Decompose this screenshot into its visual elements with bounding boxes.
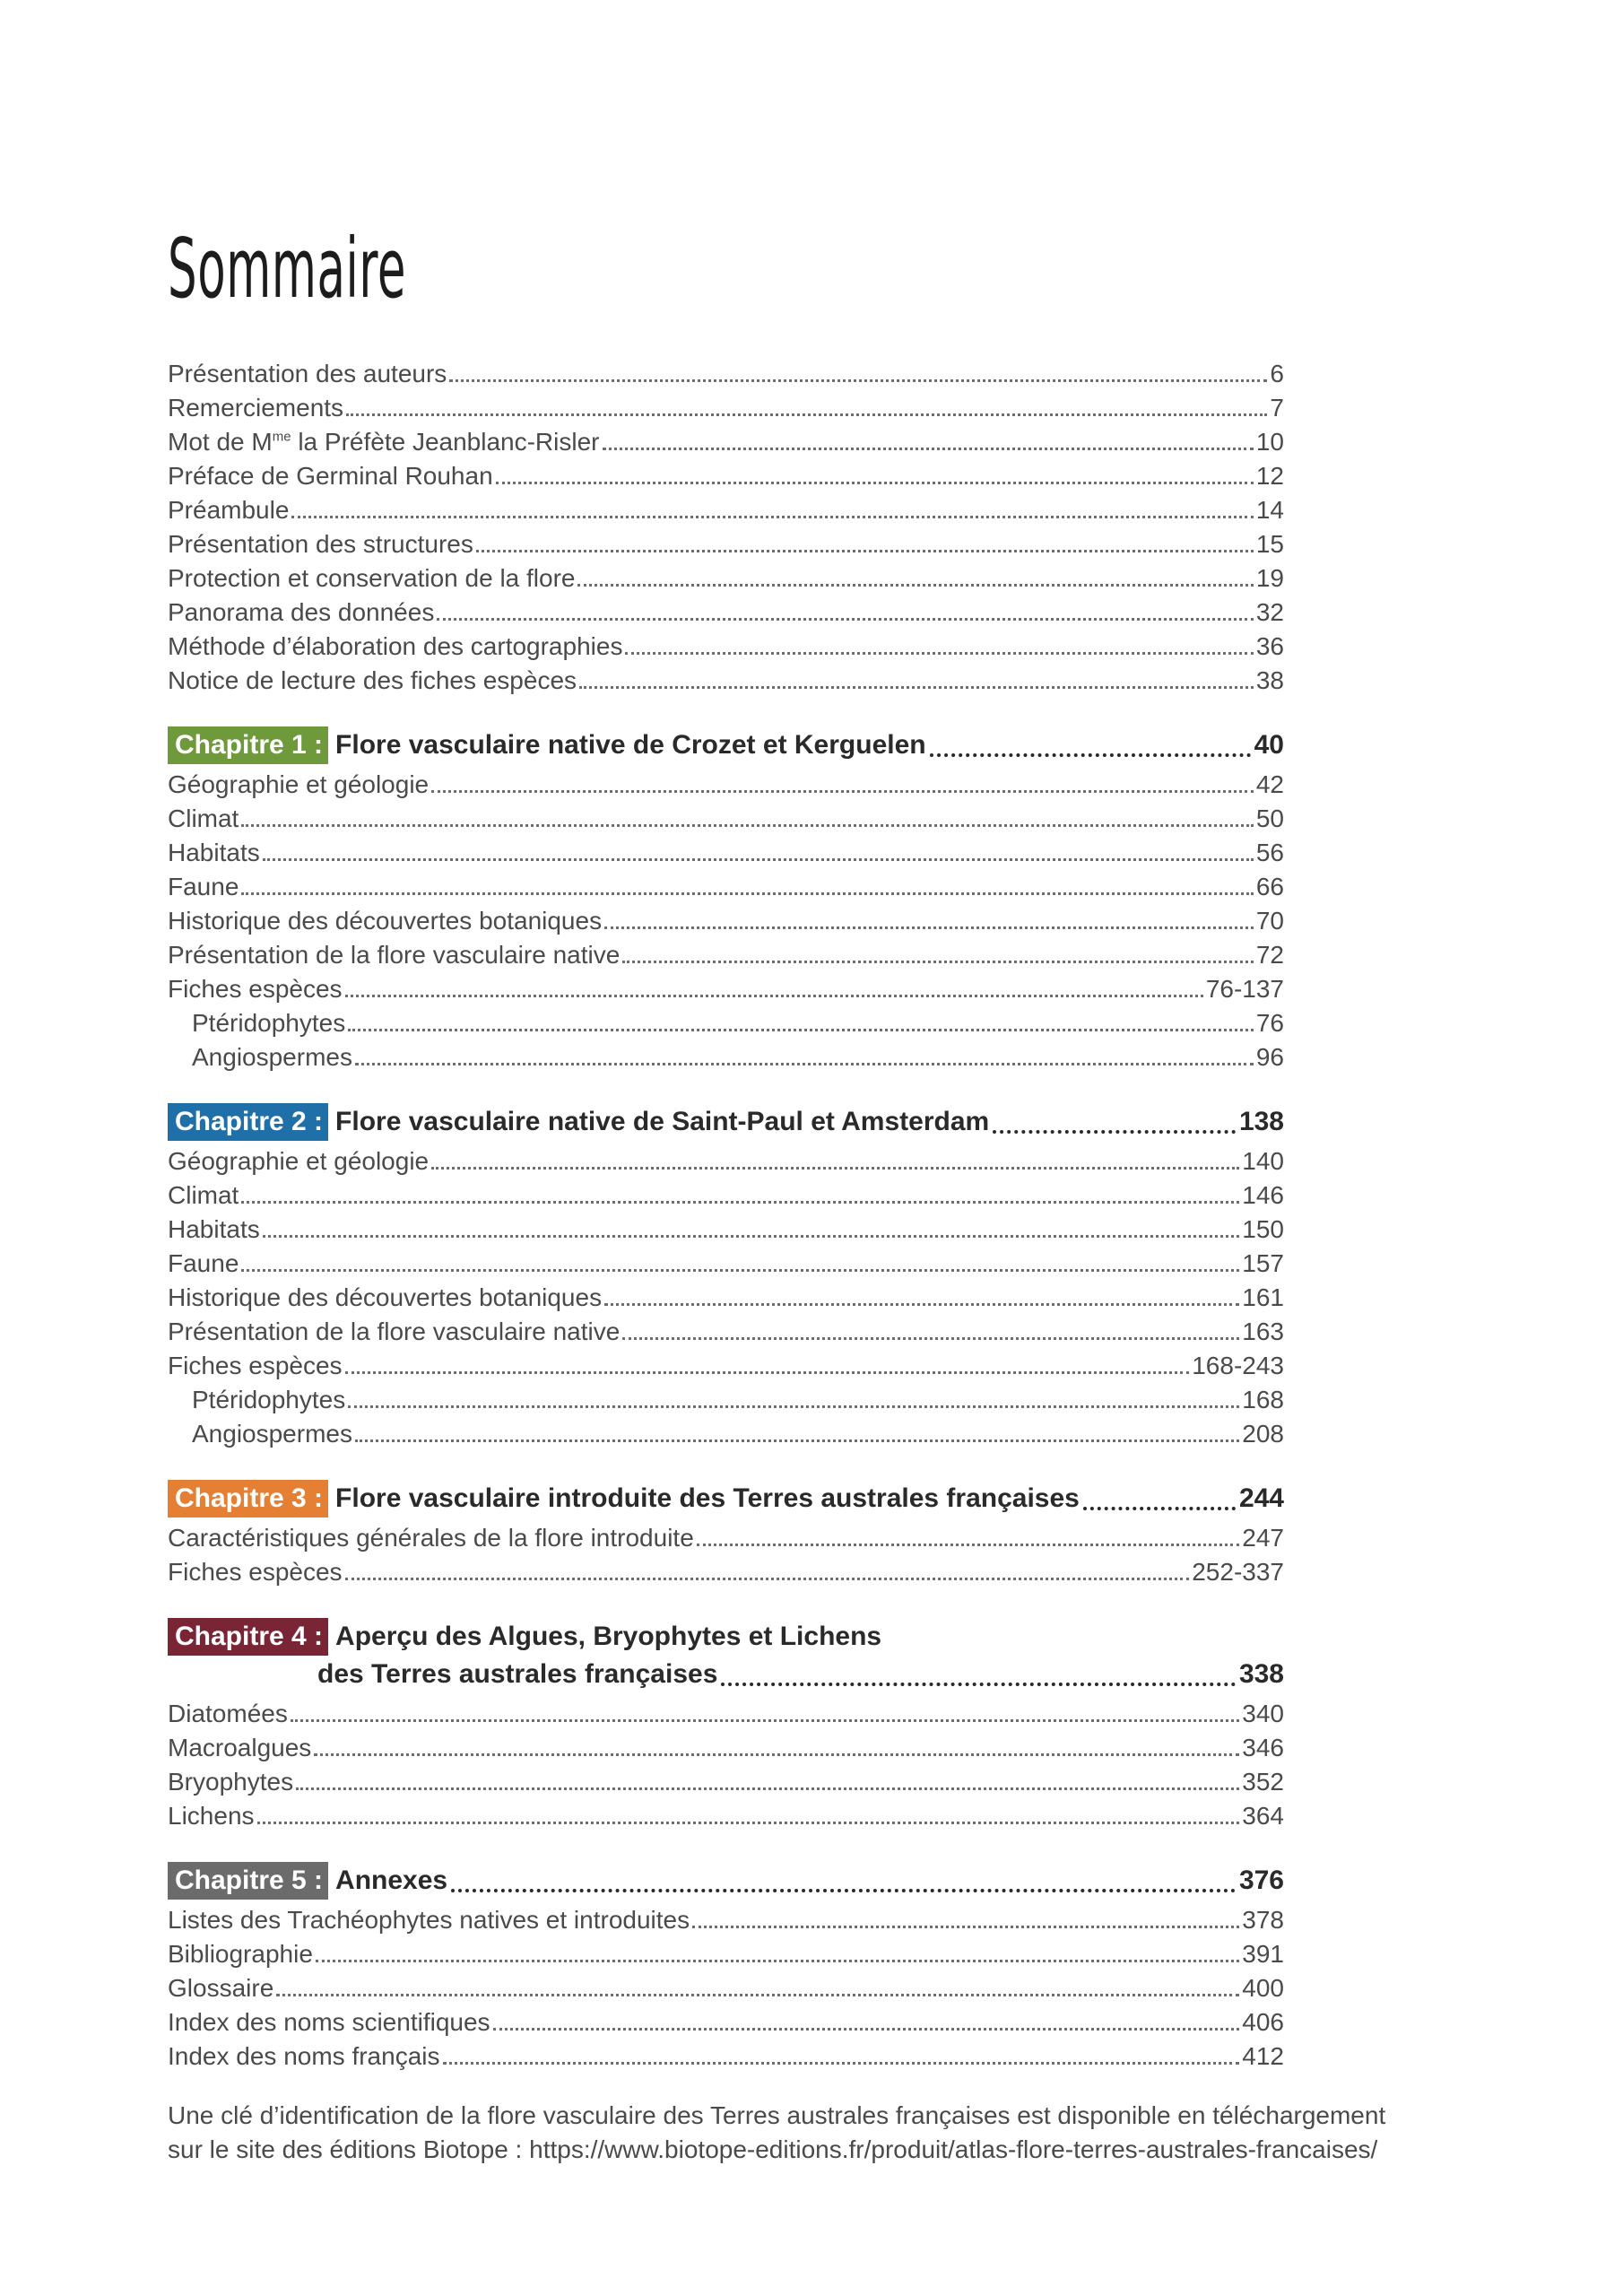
toc-page: 163 xyxy=(1242,1318,1284,1345)
toc-page: 406 xyxy=(1242,2008,1284,2036)
toc-page: 161 xyxy=(1242,1283,1284,1311)
toc-row[interactable] xyxy=(168,561,1284,596)
chapter-page: 40 xyxy=(1254,730,1284,760)
toc-label: Fiches espèces xyxy=(168,975,343,1003)
chapter-3-entries xyxy=(168,1521,1284,1589)
chapter-tag: Chapitre 2 : xyxy=(168,1103,328,1141)
toc-page: 247 xyxy=(1242,1524,1284,1552)
toc-row[interactable] xyxy=(168,527,1284,561)
toc-label: Préface de Germinal Rouhan xyxy=(168,462,493,490)
leader-dots xyxy=(291,515,1253,518)
toc-row[interactable] xyxy=(168,1903,1284,1937)
toc-page: 150 xyxy=(1242,1215,1284,1243)
chapter-title: Flore vasculaire native de Crozet et Kerguelen xyxy=(335,730,926,760)
toc-label: Bibliographie xyxy=(168,1940,313,1968)
toc-page: 378 xyxy=(1242,1906,1284,1934)
toc-row[interactable] xyxy=(168,1765,1284,1799)
toc-label: Remerciements xyxy=(168,394,344,422)
toc-subrow[interactable] xyxy=(168,1040,1284,1074)
chapter-title: Flore vasculaire introduite des Terres australes françaises xyxy=(335,1483,1080,1513)
toc-page: 50 xyxy=(1255,804,1284,832)
toc-row[interactable] xyxy=(168,1178,1284,1213)
toc-row[interactable] xyxy=(168,1521,1284,1555)
toc-label: Historique des découvertes botaniques xyxy=(168,1283,603,1311)
toc-row[interactable] xyxy=(168,1697,1284,1731)
toc-page: 391 xyxy=(1242,1940,1284,1968)
toc-page: 146 xyxy=(1242,1181,1284,1209)
chapter-5-entries xyxy=(168,1903,1284,2074)
chapter-tag: Chapitre 1 : xyxy=(168,726,328,764)
toc-row[interactable] xyxy=(168,459,1284,493)
chapter-1-entries xyxy=(168,768,1284,1074)
chapter-page: 138 xyxy=(1238,1107,1284,1136)
toc-label: Angiospermes xyxy=(192,1043,352,1071)
toc-page: 157 xyxy=(1242,1249,1284,1277)
leader-dots xyxy=(346,413,1267,416)
toc-label: Historique des découvertes botaniques xyxy=(168,907,603,935)
leader-dots xyxy=(604,1302,1239,1306)
toc-label: Panorama des données xyxy=(168,598,435,626)
toc-page: 76-137 xyxy=(1205,975,1284,1003)
leader-dots xyxy=(449,378,1267,382)
toc-row[interactable] xyxy=(168,1799,1284,1833)
leader-dots xyxy=(496,481,1254,484)
chapter-5-heading[interactable] xyxy=(168,1862,1284,1900)
intro-section xyxy=(168,357,1284,698)
toc-label: Listes des Trachéophytes natives et introduites xyxy=(168,1906,690,1934)
leader-dots xyxy=(348,1028,1254,1031)
toc-row[interactable] xyxy=(168,425,1284,459)
leader-dots xyxy=(579,685,1254,689)
toc-label: Macroalgues xyxy=(168,1734,312,1761)
toc-page: 412 xyxy=(1242,2042,1284,2070)
toc-label: Diatomées xyxy=(168,1700,288,1727)
note-line-1: Une clé d’identification de la flore vasculaire des Terres australes françaises est disponible en téléchargement xyxy=(168,2101,1386,2129)
leader-dots xyxy=(437,617,1254,621)
toc-row[interactable] xyxy=(168,836,1284,870)
leader-dots xyxy=(345,1577,1190,1580)
label-pre: Mot de M xyxy=(168,428,273,456)
leader-dots xyxy=(692,1925,1239,1928)
leader-dots xyxy=(625,651,1253,655)
leader-dots xyxy=(241,891,1253,895)
toc-row[interactable] xyxy=(168,630,1284,664)
table-of-contents xyxy=(168,221,1386,2167)
toc-label: Ptéridophytes xyxy=(192,1386,346,1413)
page-title: Sommaire xyxy=(168,221,407,317)
toc-page: 364 xyxy=(1242,1802,1284,1830)
toc-page: 208 xyxy=(1242,1420,1284,1448)
leader-dots xyxy=(355,1062,1254,1065)
chapter-heading-line1 xyxy=(168,1618,1284,1656)
leader-dots xyxy=(241,1200,1239,1204)
toc-label: Ptéridophytes xyxy=(192,1009,346,1037)
toc-label: Glossaire xyxy=(168,1974,274,2002)
chapter-page: 376 xyxy=(1238,1866,1284,1895)
toc-label: Climat xyxy=(168,804,239,832)
toc-label: Géographie et géologie xyxy=(168,770,430,798)
toc-row[interactable] xyxy=(168,1555,1284,1589)
chapter-page: 244 xyxy=(1238,1483,1284,1513)
toc-label: Faune xyxy=(168,873,239,900)
leader-dots xyxy=(451,1888,1236,1892)
leader-dots xyxy=(697,1543,1240,1546)
toc-label: Présentation de la flore vasculaire native xyxy=(168,941,621,969)
toc-row[interactable] xyxy=(168,1937,1284,1971)
chapter-1-heading[interactable] xyxy=(168,726,1284,764)
toc-label: Index des noms scientifiques xyxy=(168,2008,490,2036)
toc-label: Méthode d’élaboration des cartographies xyxy=(168,632,623,660)
toc-page: 12 xyxy=(1255,462,1284,490)
leader-dots xyxy=(257,1821,1240,1824)
toc-row[interactable] xyxy=(168,2005,1284,2039)
leader-dots xyxy=(345,1370,1190,1374)
toc-row[interactable] xyxy=(168,664,1284,698)
leader-dots xyxy=(993,1129,1236,1134)
toc-row[interactable] xyxy=(168,357,1284,391)
toc-page: 32 xyxy=(1255,598,1284,626)
toc-page: 168-243 xyxy=(1192,1352,1284,1379)
toc-page: 42 xyxy=(1255,770,1284,798)
toc-row[interactable] xyxy=(168,768,1284,802)
toc-label: Habitats xyxy=(168,839,260,866)
toc-row[interactable] xyxy=(168,938,1284,972)
toc-label: Présentation des structures xyxy=(168,530,473,558)
toc-page: 346 xyxy=(1242,1734,1284,1761)
toc-label: Protection et conservation de la flore xyxy=(168,564,576,592)
leader-dots xyxy=(355,1439,1239,1442)
toc-page: 15 xyxy=(1255,530,1284,558)
toc-page: 14 xyxy=(1255,496,1284,524)
toc-row[interactable] xyxy=(168,1281,1284,1315)
toc-page: 66 xyxy=(1255,873,1284,900)
toc-page: 72 xyxy=(1255,941,1284,969)
toc-row[interactable] xyxy=(168,2039,1284,2074)
leader-dots xyxy=(316,1959,1239,1962)
toc-page: 76 xyxy=(1255,1009,1284,1037)
chapter-tag: Chapitre 4 : xyxy=(168,1618,328,1656)
leader-dots xyxy=(345,994,1203,997)
chapter-4-entries xyxy=(168,1697,1284,1833)
toc-label xyxy=(168,425,600,459)
leader-dots xyxy=(443,2061,1240,2065)
note-line-2[interactable]: sur le site des éditions Biotope : https://www.biotope-editions.fr/produit/atlas-flore-terres-australes-francaises/ xyxy=(168,2135,1378,2163)
toc-label: Notice de lecture des fiches espèces xyxy=(168,666,577,694)
leader-dots xyxy=(314,1752,1239,1756)
toc-row[interactable] xyxy=(168,1247,1284,1281)
toc-page: 400 xyxy=(1242,1974,1284,2002)
chapter-4-heading[interactable] xyxy=(168,1618,1284,1693)
toc-page: 70 xyxy=(1255,907,1284,935)
toc-page: 6 xyxy=(1270,360,1284,387)
chapter-title: Flore vasculaire native de Saint-Paul et Amsterdam xyxy=(335,1107,990,1136)
leader-dots xyxy=(577,583,1253,587)
toc-row[interactable] xyxy=(168,972,1284,1006)
toc-page: 340 xyxy=(1242,1700,1284,1727)
label-post: la Préfète Jeanblanc-Risler xyxy=(291,428,600,456)
toc-row[interactable] xyxy=(168,802,1284,836)
leader-dots xyxy=(276,1993,1239,1996)
leader-dots xyxy=(604,926,1254,929)
toc-label: Habitats xyxy=(168,1215,260,1243)
chapter-2-heading[interactable] xyxy=(168,1103,1284,1141)
toc-page: 38 xyxy=(1255,666,1284,694)
leader-dots xyxy=(721,1682,1236,1686)
toc-label: Angiospermes xyxy=(192,1420,352,1448)
toc-row[interactable] xyxy=(168,870,1284,904)
toc-page: 19 xyxy=(1255,564,1284,592)
toc-subrow[interactable] xyxy=(168,1417,1284,1451)
toc-label: Faune xyxy=(168,1249,239,1277)
download-note xyxy=(168,2099,1459,2167)
leader-dots xyxy=(263,857,1254,861)
leader-dots xyxy=(431,1166,1239,1170)
leader-dots xyxy=(291,1718,1239,1722)
toc-page: 56 xyxy=(1255,839,1284,866)
chapter-title-line2: des Terres australes françaises xyxy=(317,1659,718,1689)
label-sup: me xyxy=(272,429,291,445)
leader-dots xyxy=(263,1234,1240,1238)
leader-dots xyxy=(241,1268,1239,1272)
leader-dots xyxy=(1083,1506,1236,1510)
toc-label: Fiches espèces xyxy=(168,1558,343,1586)
chapter-page: 338 xyxy=(1238,1659,1284,1689)
toc-label: Bryophytes xyxy=(168,1768,294,1796)
leader-dots xyxy=(603,447,1254,450)
chapter-heading-line2 xyxy=(168,1656,1284,1693)
toc-row[interactable] xyxy=(168,1315,1284,1349)
leader-dots xyxy=(431,789,1254,793)
toc-label: Climat xyxy=(168,1181,239,1209)
toc-row[interactable] xyxy=(168,493,1284,527)
toc-page: 36 xyxy=(1255,632,1284,660)
leader-dots xyxy=(296,1787,1239,1790)
toc-page: 140 xyxy=(1242,1147,1284,1175)
toc-row[interactable] xyxy=(168,1144,1284,1178)
toc-row[interactable] xyxy=(168,1731,1284,1765)
chapter-3-heading[interactable] xyxy=(168,1480,1284,1518)
toc-subrow[interactable] xyxy=(168,1006,1284,1040)
chapter-2-entries xyxy=(168,1144,1284,1451)
chapter-title-line1: Aperçu des Algues, Bryophytes et Lichens xyxy=(335,1622,882,1651)
toc-page: 96 xyxy=(1255,1043,1284,1071)
toc-page: 10 xyxy=(1255,428,1284,456)
toc-label: Lichens xyxy=(168,1802,255,1830)
chapter-title: Annexes xyxy=(335,1866,448,1895)
toc-label: Présentation des auteurs xyxy=(168,360,447,387)
chapter-tag: Chapitre 5 : xyxy=(168,1862,328,1900)
toc-row[interactable] xyxy=(168,904,1284,938)
leader-dots xyxy=(930,752,1251,757)
toc-row[interactable] xyxy=(168,391,1284,425)
toc-label: Présentation de la flore vasculaire native xyxy=(168,1318,621,1345)
leader-dots xyxy=(622,1336,1239,1340)
chapter-tag: Chapitre 3 : xyxy=(168,1480,328,1518)
leader-dots xyxy=(622,960,1254,963)
toc-page: 168 xyxy=(1242,1386,1284,1413)
leader-dots xyxy=(493,2027,1240,2031)
toc-page: 352 xyxy=(1242,1768,1284,1796)
toc-label: Préambule xyxy=(168,496,290,524)
leader-dots xyxy=(476,549,1254,552)
toc-label: Fiches espèces xyxy=(168,1352,343,1379)
toc-label: Index des noms français xyxy=(168,2042,440,2070)
toc-row[interactable] xyxy=(168,1349,1284,1383)
toc-row[interactable] xyxy=(168,596,1284,630)
toc-label: Géographie et géologie xyxy=(168,1147,430,1175)
toc-page: 7 xyxy=(1270,394,1284,422)
toc-row[interactable] xyxy=(168,1971,1284,2005)
toc-label: Caractéristiques générales de la flore introduite xyxy=(168,1524,694,1552)
toc-row[interactable] xyxy=(168,1213,1284,1247)
leader-dots xyxy=(348,1405,1239,1408)
leader-dots xyxy=(241,823,1254,827)
toc-subrow[interactable] xyxy=(168,1383,1284,1417)
toc-page: 252-337 xyxy=(1192,1558,1284,1586)
